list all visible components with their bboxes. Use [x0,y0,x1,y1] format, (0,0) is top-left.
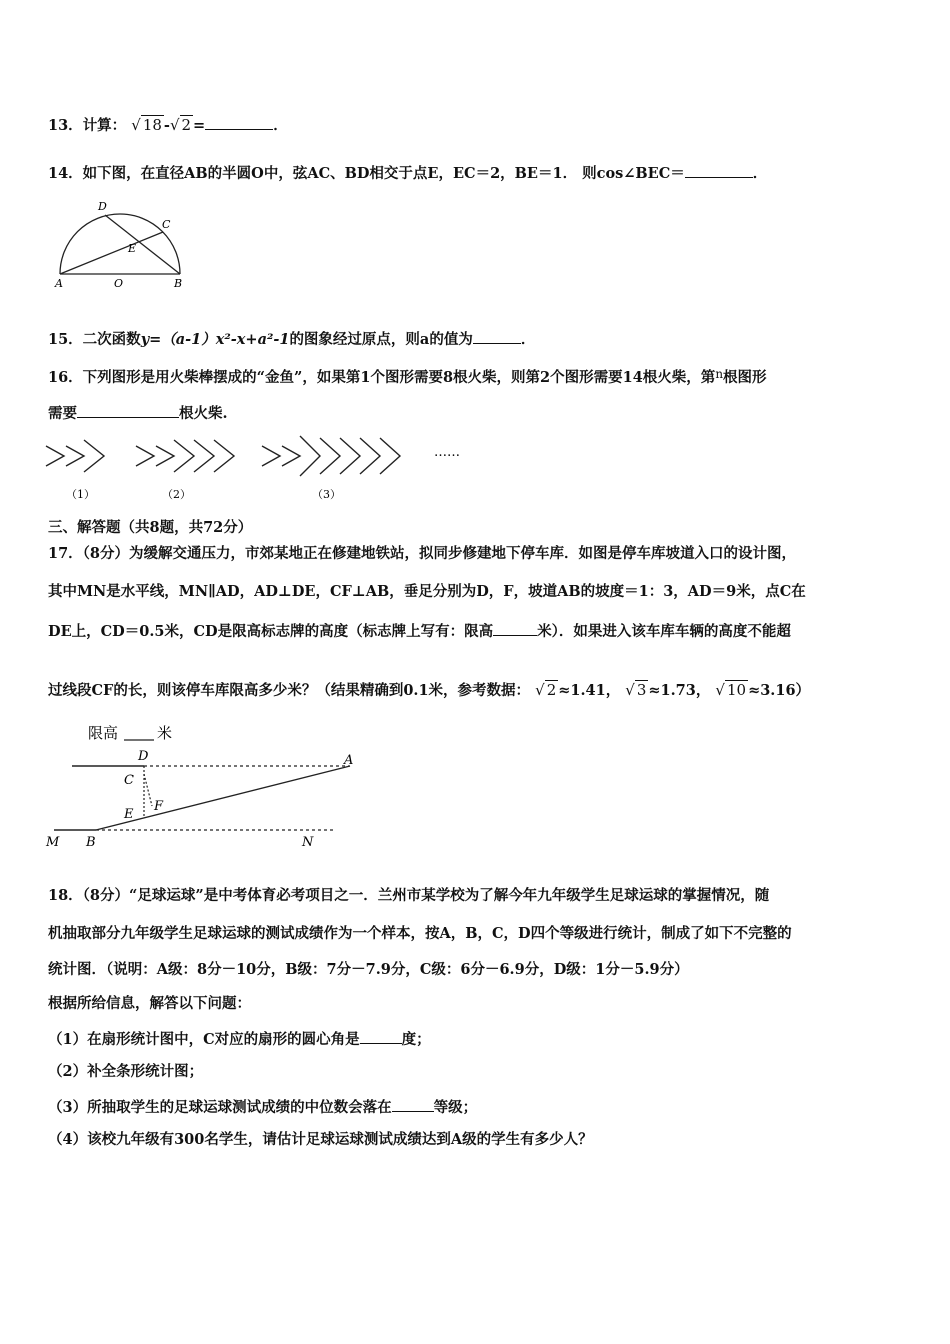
q14-text: 14．如下图，在直径AB的半圆O中，弦AC、BD相交于点E，EC＝2，BE＝1． 则cos∠BEC＝ [48,165,685,182]
ref-approx-3: ≈1.73， [648,682,711,699]
ramp-ab [96,766,350,830]
section-3-heading-text: 三、解答题（共8题，共72分） [48,519,253,536]
q16-line1 [48,364,767,388]
caption-1: （1） [66,488,95,501]
chord-ac [60,232,163,274]
sqrt-2: √ 2 [169,116,192,134]
q18-line1-text: 18．（8分）“足球运球”是中考体育必考项目之一．兰州市某学校为了解今年九年级学生足球运球的掌握情况，随 [48,887,770,904]
label-a: A [55,277,63,290]
q17-line2 [48,582,806,602]
sqrt-ref-3: √ 3 [625,681,647,699]
sqrt-ref-10: √ 10 [715,681,747,699]
q13-equals: = [193,117,206,134]
line-cf [144,774,152,806]
q18-line2-text: 机抽取部分九年级学生足球运球的测试成绩作为一个样本，按A，B，C，D四个等级进行统计，制成了如下不完整的 [48,925,792,942]
q13-line [48,114,288,136]
q18-sub3-before: （3）所抽取学生的足球运球测试成绩的中位数会落在 [48,1099,392,1116]
sqrt-18: √ 18 [131,116,162,134]
q17-line1 [48,544,796,564]
q18-sub1-after: 度； [401,1031,431,1048]
caption-3: （3） [312,488,341,501]
q18-sub3-blank [392,1096,434,1112]
q15-end: ． [520,331,536,348]
q15-formula: y=（a-1）x²-x+a²-1 [140,331,290,348]
q16-n: n [715,367,724,381]
q18-sub2 [48,1062,203,1082]
label-d: D [98,200,107,213]
q13-answer-blank [205,114,273,130]
ref-approx-10: ≈3.16） [748,682,811,699]
q18-sub2-text: （2）补全条形统计图； [48,1063,204,1080]
q18-line4-text: 根据所给信息，解答以下问题： [48,995,251,1012]
q15-line [48,328,535,350]
section-3-heading [48,518,252,538]
caption-2: （2） [162,488,191,501]
label-c: C [162,218,171,231]
label-c: C [124,773,134,788]
ref-rad-3: 3 [636,681,647,699]
label-b: B [174,277,183,290]
q14-answer-blank [685,162,753,178]
q17-parking-ramp-figure [44,718,374,858]
q16-line1-end: 根图形 [723,369,767,386]
q13-label: 计算： [82,117,127,134]
q15-text-before: 15．二次函数 [48,331,141,348]
label-f: F [154,799,164,814]
q16-line2-before: 需要 [48,405,77,422]
q18-line2 [48,924,792,944]
q17-line1-text: 17．（8分）为缓解交通压力，市郊某地正在修建地铁站，拟同步修建地下停车库．如图是停车库坡道入口的设计图， [48,545,797,562]
label-a: A [344,753,354,768]
label-e: E [128,242,137,255]
q18-line3 [48,960,689,980]
label-o: O [114,277,124,290]
q18-sub3 [48,1096,477,1118]
q18-sub4 [48,1130,593,1150]
q18-line4 [48,994,251,1014]
q18-sub1 [48,1028,431,1050]
q14-end: ． [752,165,768,182]
q17-line3-before: DE上，CD＝0.5米，CD是限高标志牌的高度（标志牌上写有：限高 [48,623,494,640]
q17-line2-text: 其中MN是水平线，MN∥AD，AD⊥DE，CF⊥AB，垂足分别为D，F，坡道AB的坡度＝1：3，AD＝9米，点C在 [48,583,806,600]
sign-unit: 米 [157,724,173,742]
ellipsis: …… [434,445,460,460]
q15-answer-blank [473,328,521,344]
q17-line4-before: 过线段CF的长，则该停车库限高多少米？（结果精确到0.1米，参考数据： [48,682,531,699]
q18-sub1-before: （1）在扇形统计图中，C对应的扇形的圆心角是 [48,1031,360,1048]
label-e: E [124,807,134,822]
q14-semicircle-figure [48,196,198,292]
q16-matchstick-figures [44,432,484,504]
ref-rad-2: 2 [546,681,557,699]
goldfish-figure-1 [46,440,104,472]
q15-text-after: 的图象经过原点，则a的值为 [289,331,473,348]
q16-line1-text: 16．下列图形是用火柴棒摆成的“金鱼”，如果第1个图形需要8根火柴，则第2个图形需要14根火柴，第 [48,369,716,386]
ref-rad-10: 10 [726,681,747,699]
q18-sub4-text: （4）该校九年级有300名学生，请估计足球运球测试成绩达到A级的学生有多少人？ [48,1131,593,1148]
q16-answer-blank [77,402,179,418]
q14-line [48,162,767,184]
sqrt-ref-2: √ 2 [535,681,557,699]
q13-minus: - [163,117,170,134]
q17-blank [493,620,537,636]
label-m: M [46,835,60,850]
label-d: D [138,749,149,764]
goldfish-figure-3 [262,436,400,476]
q18-sub3-after: 等级； [433,1099,478,1116]
q17-line4 [48,680,810,701]
q13-rad1: 18 [142,116,162,134]
q13-rad2: 2 [181,116,192,134]
label-n: N [302,835,314,850]
q17-line3-after: 米）．如果进入该车库车辆的高度不能超 [537,623,791,640]
q17-line3 [48,620,791,642]
q16-line2 [48,402,228,424]
ref-approx-2: ≈1.41， [558,682,621,699]
q13-number: 13． [48,117,83,134]
q18-sub1-blank [360,1028,402,1044]
q18-line3-text: 统计图．（说明：A级：8分－10分，B级：7分－7.9分，C级：6分－6.9分，D级：1分－5.9分） [48,961,689,978]
sign-text: 限高 [88,724,119,742]
q13-end: ． [273,117,288,134]
q18-line1 [48,886,769,906]
q16-line2-after: 根火柴. [179,405,228,422]
label-b: B [86,835,96,850]
goldfish-figure-2 [136,440,234,472]
